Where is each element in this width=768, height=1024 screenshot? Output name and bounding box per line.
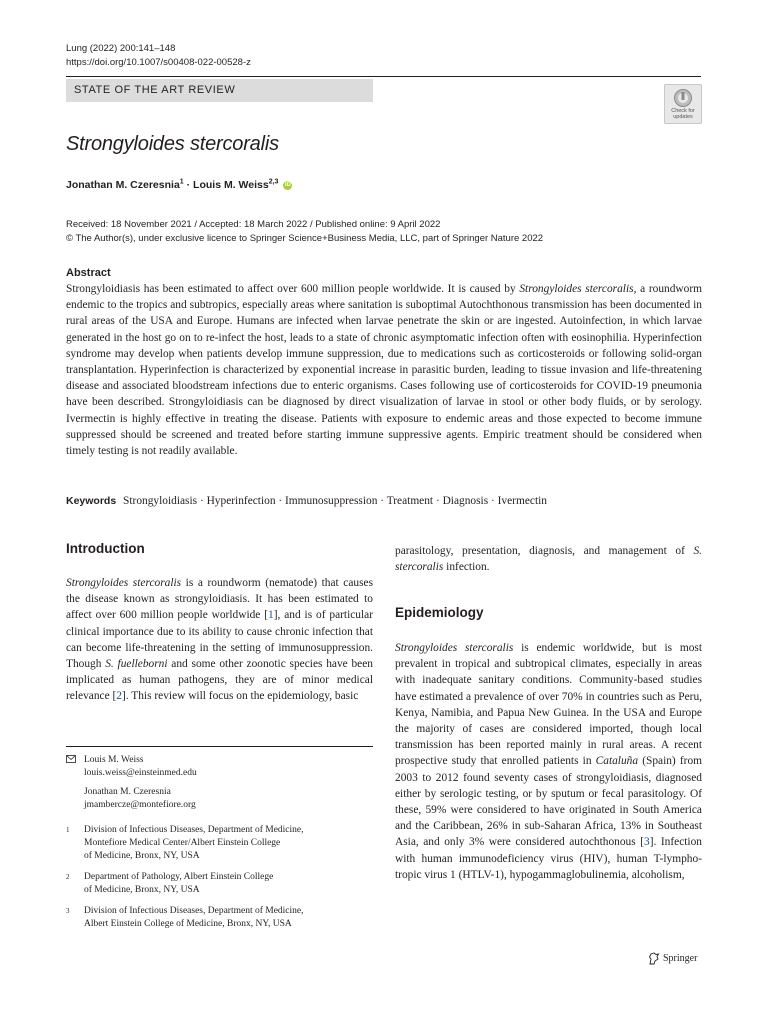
intro-italic-2: S. fuelleborni <box>105 658 168 671</box>
epi-italic-2: Cataluña <box>595 755 639 768</box>
keywords-label: Keywords <box>66 495 117 507</box>
affiliation-line: of Medicine, Bronx, NY, USA <box>84 851 200 861</box>
article-title: Strongyloides stercoralis <box>66 133 279 155</box>
epi-text-2: (Spain) from 2003 to 2012 found seventy cases of strongyloidiasis, diagnosed either by serologic testing, or by sputum or fecal parasitology. Of these, 59% were considered to have originated in South America and the Caribbean, 26% in sub-Saharan Africa, 13% in Southeast Asia, and only 3% were considered autochthonous [ <box>395 755 702 849</box>
abstract-body <box>66 281 702 459</box>
check-updates-line-2: updates <box>673 114 693 120</box>
affiliation-line: Division of Infectious Diseases, Department of Medicine, <box>84 825 304 835</box>
orcid-icon[interactable]: iD <box>284 181 291 188</box>
introduction-heading: Introduction <box>66 541 145 556</box>
corresponding-author-block <box>66 754 373 812</box>
epidemiology-heading: Epidemiology <box>395 605 484 620</box>
affiliation-2 <box>66 871 373 897</box>
intro-text-1: is a roundworm (nematode) that causes the disease known as strongyloidiasis. It has been estimated to affect over 600 million people worldwide [ <box>66 577 374 622</box>
section-banner: STATE OF THE ART REVIEW <box>66 79 373 102</box>
author-affiliation-sup: 2,3 <box>268 178 279 186</box>
header-rule <box>66 76 701 77</box>
check-for-updates-badge[interactable] <box>664 84 702 124</box>
affiliation-line: Division of Infectious Diseases, Department of Medicine, <box>84 906 304 916</box>
keywords-list: Strongyloidiasis · Hyperinfection · Immunosuppression · Treatment · Diagnosis · Ivermectin <box>123 495 547 507</box>
citation-link[interactable]: 3 <box>644 836 650 849</box>
epidemiology-body <box>395 640 702 883</box>
corresponding-name: Jonathan M. Czeresnia <box>84 787 171 797</box>
abstract-italic-1: Strongyloides stercoralis <box>519 283 634 295</box>
affiliation-number: 3 <box>66 907 70 915</box>
affiliation-line: Montefiore Medical Center/Albert Einstein College <box>84 838 281 848</box>
affiliation-1 <box>66 824 373 863</box>
affiliation-number: 2 <box>66 873 70 881</box>
affiliation-line: Department of Pathology, Albert Einstein College <box>84 872 274 882</box>
publisher-name: Springer <box>663 953 698 964</box>
abstract-text-1: Strongyloidiasis has been estimated to affect over 600 million people worldwide. It is caused by <box>66 283 520 295</box>
author-separator: · <box>183 179 194 191</box>
introduction-body <box>66 575 373 705</box>
corresponding-name: Louis M. Weiss <box>84 755 144 765</box>
springer-horse-icon <box>648 952 660 965</box>
envelope-icon <box>66 754 84 812</box>
intro-italic-1: Strongyloides stercoralis <box>66 577 182 589</box>
corresponding-email[interactable]: jmambercze@montefiore.org <box>84 800 196 810</box>
citation-link[interactable]: 2 <box>116 690 122 703</box>
intro-text-3: and some other zoonotic species have been implicated as human pathogens, they are of minor medical relevance [ <box>66 658 373 703</box>
affiliation-line: of Medicine, Bronx, NY, USA <box>84 885 200 895</box>
abstract-heading: Abstract <box>66 267 111 279</box>
intro-continuation-italic: S. stercoralis <box>395 545 702 574</box>
intro-continuation-1: parasitology, presentation, diagnosis, and management of <box>395 545 694 557</box>
journal-line: Lung (2022) 200:141–148 <box>66 43 176 54</box>
introduction-continuation <box>395 543 702 575</box>
author-affiliation-sup: 1 <box>179 178 184 186</box>
citation-link[interactable]: 1 <box>268 609 274 622</box>
author-name[interactable]: Jonathan M. Czeresnia <box>66 179 180 191</box>
corresponding-email[interactable]: louis.weiss@einsteinmed.edu <box>84 768 197 778</box>
check-updates-line-1: Check for <box>671 108 695 114</box>
check-updates-icon <box>673 88 693 108</box>
springer-logo <box>648 952 697 965</box>
doi-link[interactable]: https://doi.org/10.1007/s00408-022-00528-z <box>66 57 251 68</box>
author-name[interactable]: Louis M. Weiss <box>193 179 269 191</box>
epi-text-3: ]. Infection with human immunodeficiency virus (HIV), human T-lympho-tropic virus 1 (HTLV-1), hypogammaglobulinemia, alcoholism, <box>395 836 702 881</box>
author-list <box>66 179 292 191</box>
keywords <box>66 493 702 509</box>
copyright-line: © The Author(s), under exclusive licence to Springer Science+Business Media, LLC, part of Springer Nature 2022 <box>66 233 544 244</box>
affiliation-line: Albert Einstein College of Medicine, Bronx, NY, USA <box>84 919 292 929</box>
epi-italic-1: Strongyloides stercoralis <box>395 642 514 654</box>
intro-text-2: ], and is of particular clinical importance due to its ability to cause chronic infection that can become life-threatening in the setting of immunosuppression. Though <box>66 609 374 671</box>
journal-reference <box>66 42 251 70</box>
footnotes <box>66 754 373 939</box>
affiliation-3 <box>66 905 373 931</box>
abstract-text-2: , a roundworm endemic to the tropics and subtropics, especially areas where sanitation is suboptimal Autochthonous transmission has been documented in rural areas of the USA and Europe. Humans are infected when larvae penetrate the skin or are ingested. Autoinfection, in which larvae generated in the host go on to re-infect the host, leads to a state of chronic asymptomatic infection often with eosinophilia. Hyperinfection syndrome may develop when patients develop immune suppression, due to medications such as corticosteroids or following solid-organ transplantation. Hyperinfection is characterized by exponential increase in parasitic burden, leading to tissue invasion and life-threatening disease and associated bloodstream infections due to enteric organisms. Cases following use of corticosteroids for COVID-19 pneumonia have been described. Strongyloidiasis can be diagnosed by direct visualization of larvae in stool or other body fluids, or by serology. Ivermectin is highly effective in treating the disease. Patients with exposure to endemic areas and those expected to become immune suppressed should be screened and treated before starting immune suppressive agents. Empiric treatment should be considered when timely testing is not readily available. <box>66 283 703 458</box>
footnote-rule <box>66 746 373 747</box>
intro-text-4: ]. This review will focus on the epidemiology, basic <box>121 690 359 703</box>
intro-continuation-2: infection. <box>443 561 490 574</box>
publication-dates: Received: 18 November 2021 / Accepted: 18 March 2022 / Published online: 9 April 2022 <box>66 219 441 230</box>
epi-text-1: is endemic worldwide, but is most prevalent in tropical and subtropical climates, especially in areas with inadequate sanitary conditions. Community-based studies have estimated a prevalence of over 70% in countries such as Peru, Kenya, Namibia, and Papua New Guinea. In the USA and Europe the majority of cases are considered imported, though local transmission has been reported mainly in rural areas. A recent prospective study that enrolled patients in <box>395 642 703 768</box>
article-dates <box>66 218 543 246</box>
affiliation-number: 1 <box>66 826 70 834</box>
